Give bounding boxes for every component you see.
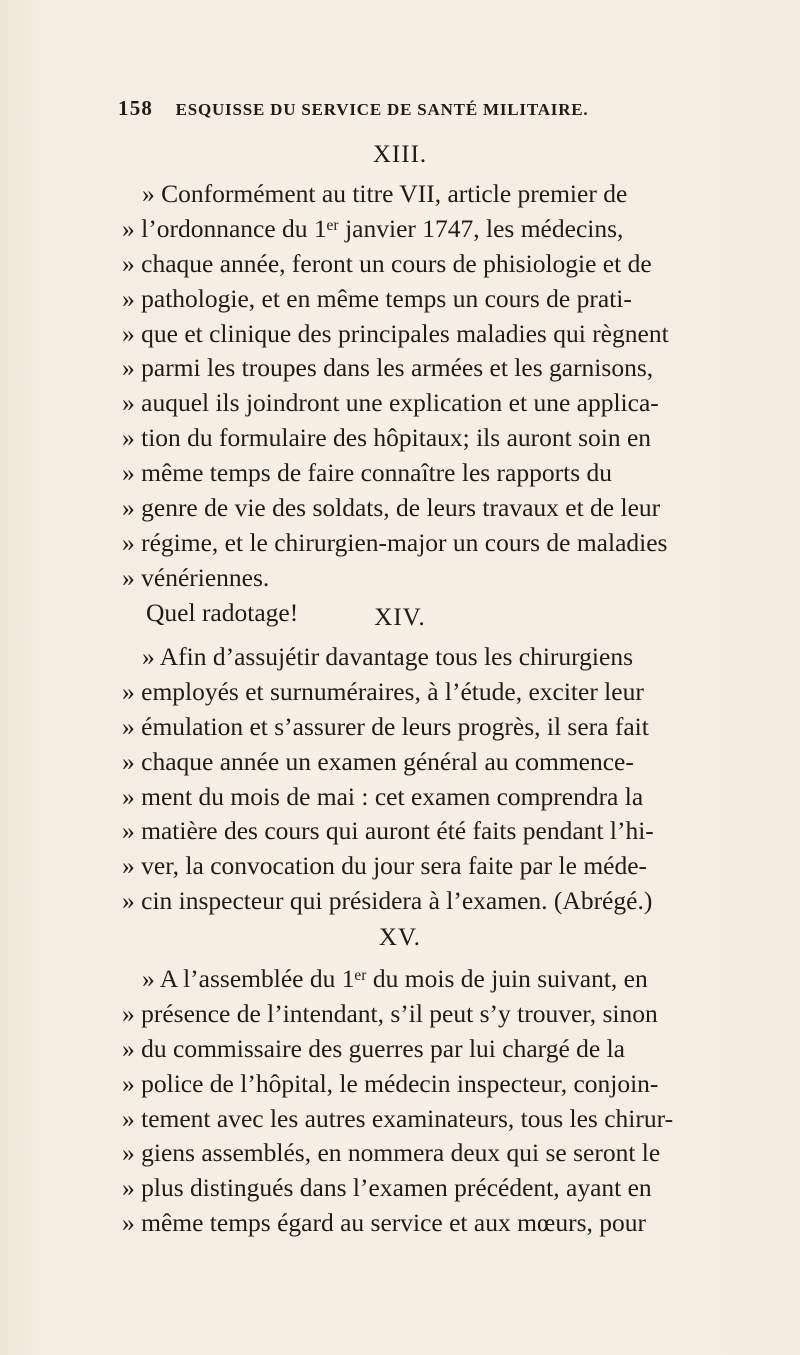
text-line: » giens assemblés, en nommera deux qui se seront le (122, 1138, 661, 1168)
text-line: » que et clinique des principales maladies qui règnent (122, 318, 669, 348)
section-heading-xiii: XIII. (372, 141, 428, 168)
text-line: » plus distingués dans l’examen précédent, ayant en (122, 1173, 652, 1203)
page-number: 158 (118, 96, 154, 120)
text-line: » vénériennes. (122, 562, 270, 592)
section-heading-xv: XV. (378, 924, 422, 951)
text-line: » tion du formulaire des hôpitaux; ils auront soin en (122, 423, 652, 453)
text-line: » l’ordonnance du 1ᵉʳ janvier 1747, les médecins, (122, 213, 624, 243)
text-line: » régime, et le chirurgien-major un cours de maladies (122, 527, 668, 557)
text-line: » même temps égard au service et aux mœurs, pour (122, 1208, 646, 1238)
text-line: » auquel ils joindront une explication et une applica- (122, 388, 659, 418)
text-line: » genre de vie des soldats, de leurs travaux et de leur (122, 493, 661, 523)
text-line: » pathologie, et en même temps un cours de prati- (122, 283, 632, 313)
section-xv-body (0, 962, 800, 1241)
text-line: » police de l’hôpital, le médecin inspecteur, conjoin- (122, 1068, 659, 1098)
text-line: » A l’assemblée du 1ᵉʳ du mois de juin suivant, en (142, 964, 648, 993)
text-line: » Afin d’assujétir davantage tous les chirurgiens (142, 642, 633, 671)
text-line: » chaque année, feront un cours de phisiologie et de (122, 248, 652, 278)
section-heading-xiv: XIV. (374, 604, 426, 631)
text-line: » matière des cours qui auront été faits pendant l’hi- (122, 816, 654, 846)
section-xiii-body (0, 177, 800, 631)
text-line: » cin inspecteur qui présidera à l’examen. (Abrégé.) (122, 886, 653, 916)
text-line: » présence de l’intendant, s’il peut s’y trouver, sinon (122, 998, 658, 1028)
editorial-remark: Quel radotage! (146, 597, 299, 627)
text-line: » émulation et s’assurer de leurs progrès, il sera fait (122, 711, 649, 741)
text-line: » ver, la convocation du jour sera faite par le méde- (122, 851, 648, 881)
text-line: » employés et surnuméraires, à l’étude, exciter leur (122, 676, 644, 706)
section-xiv-body (0, 640, 800, 919)
text-line: » même temps de faire connaître les rapports du (122, 458, 612, 488)
running-header (118, 96, 718, 121)
text-line: » du commissaire des guerres par lui chargé de la (122, 1033, 625, 1063)
running-title: ESQUISSE DU SERVICE DE SANTÉ MILITAIRE. (175, 100, 589, 119)
text-line: » Conformément au titre VII, article premier de (142, 179, 628, 208)
text-line: » tement avec les autres examinateurs, tous les chirur- (122, 1103, 674, 1133)
text-line: » parmi les troupes dans les armées et les garnisons, (122, 353, 654, 383)
text-line: » ment du mois de mai : cet examen comprendra la (122, 781, 644, 811)
text-line: » chaque année un examen général au commence- (122, 746, 634, 776)
